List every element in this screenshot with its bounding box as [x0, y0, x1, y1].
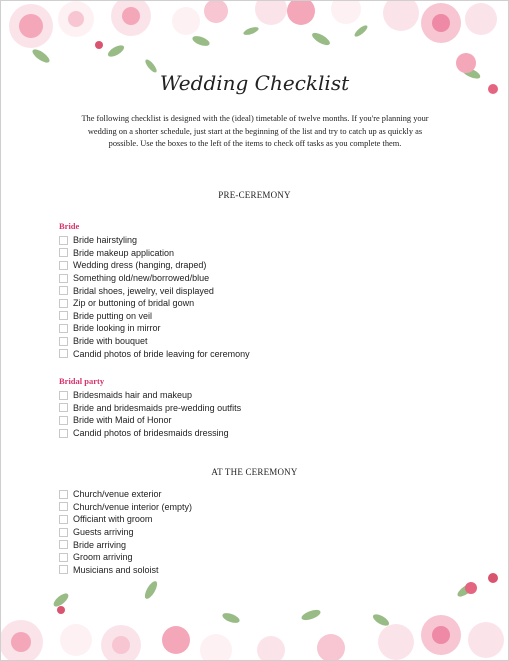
checkbox[interactable] — [59, 299, 68, 308]
checkbox[interactable] — [59, 416, 68, 425]
checkbox[interactable] — [59, 337, 68, 346]
list-item — [59, 310, 250, 323]
item-label: Bride and bridesmaids pre-wedding outfits — [73, 402, 242, 413]
item-label: Wedding dress (hanging, draped) — [73, 260, 207, 271]
item-label: Bridesmaids hair and makeup — [73, 390, 193, 401]
checkbox[interactable] — [59, 324, 68, 333]
checkbox[interactable] — [59, 311, 68, 320]
checkbox[interactable] — [59, 553, 68, 562]
item-label: Candid photos of bride leaving for ceremony — [73, 348, 250, 359]
item-label: Church/venue interior (empty) — [73, 501, 193, 512]
item-label: Bride arriving — [73, 539, 127, 550]
item-label: Bride with Maid of Honor — [73, 415, 172, 426]
item-label: Bride hairstyling — [73, 235, 138, 246]
list-item — [59, 551, 192, 564]
list-item — [59, 538, 192, 551]
list-item — [59, 564, 192, 577]
list-item — [59, 284, 250, 297]
list-item — [59, 414, 241, 427]
item-label: Musicians and soloist — [73, 564, 159, 575]
list-item — [59, 259, 250, 272]
item-label: Bride makeup application — [73, 247, 175, 258]
group-label-bridal-party: Bridal party — [59, 376, 105, 386]
item-label: Something old/new/borrowed/blue — [73, 273, 210, 284]
checkbox[interactable] — [59, 502, 68, 511]
checkbox[interactable] — [59, 429, 68, 438]
checkbox[interactable] — [59, 286, 68, 295]
group-label-bride: Bride — [59, 221, 80, 231]
page-title: Wedding Checklist — [159, 71, 350, 95]
item-label: Groom arriving — [73, 552, 133, 563]
checkbox[interactable] — [59, 236, 68, 245]
list-item — [59, 488, 192, 501]
item-label: Bride putting on veil — [73, 310, 153, 321]
list-item — [59, 513, 192, 526]
checkbox[interactable] — [59, 403, 68, 412]
section-heading-at-ceremony: AT THE CEREMONY — [211, 467, 298, 477]
item-label: Church/venue exterior — [73, 489, 162, 500]
roses-bottom — [1, 573, 504, 660]
checkbox[interactable] — [59, 540, 68, 549]
checkbox[interactable] — [59, 565, 68, 574]
list-item — [59, 247, 250, 260]
list-item — [59, 322, 250, 335]
list-item — [59, 526, 192, 539]
bride-checklist — [59, 234, 250, 360]
item-label: Officiant with groom — [73, 514, 153, 525]
checkbox[interactable] — [59, 274, 68, 283]
item-label: Bridal shoes, jewelry, veil displayed — [73, 285, 214, 296]
list-item — [59, 272, 250, 285]
item-label: Candid photos of bridesmaids dressing — [73, 428, 229, 439]
bridal-party-checklist — [59, 389, 241, 439]
leaves-bottom — [52, 579, 477, 628]
list-item — [59, 347, 250, 360]
ceremony-checklist — [59, 488, 192, 576]
checkbox[interactable] — [59, 349, 68, 358]
section-heading-pre-ceremony: PRE-CEREMONY — [218, 190, 291, 200]
list-item — [59, 501, 192, 514]
checkbox[interactable] — [59, 391, 68, 400]
list-item — [59, 427, 241, 440]
intro-paragraph: The following checklist is designed with the (ideal) timetable of twelve months. If you're planning your wedding on a shorter schedule, just start at the beginning of the list and try to catch up as quickly as possible. Use the boxes to the left of the items to check off tasks as you complete them. — [81, 114, 429, 148]
checkbox[interactable] — [59, 261, 68, 270]
item-label: Guests arriving — [73, 527, 134, 538]
list-item — [59, 234, 250, 247]
list-item — [59, 389, 241, 402]
item-label: Zip or buttoning of bridal gown — [73, 298, 195, 309]
checkbox[interactable] — [59, 515, 68, 524]
list-item — [59, 402, 241, 415]
floral-border-bottom — [1, 570, 508, 660]
checkbox[interactable] — [59, 490, 68, 499]
list-item — [59, 335, 250, 348]
item-label: Bride with bouquet — [73, 336, 148, 347]
list-item — [59, 297, 250, 310]
item-label: Bride looking in mirror — [73, 323, 161, 334]
checkbox[interactable] — [59, 248, 68, 257]
checkbox[interactable] — [59, 528, 68, 537]
